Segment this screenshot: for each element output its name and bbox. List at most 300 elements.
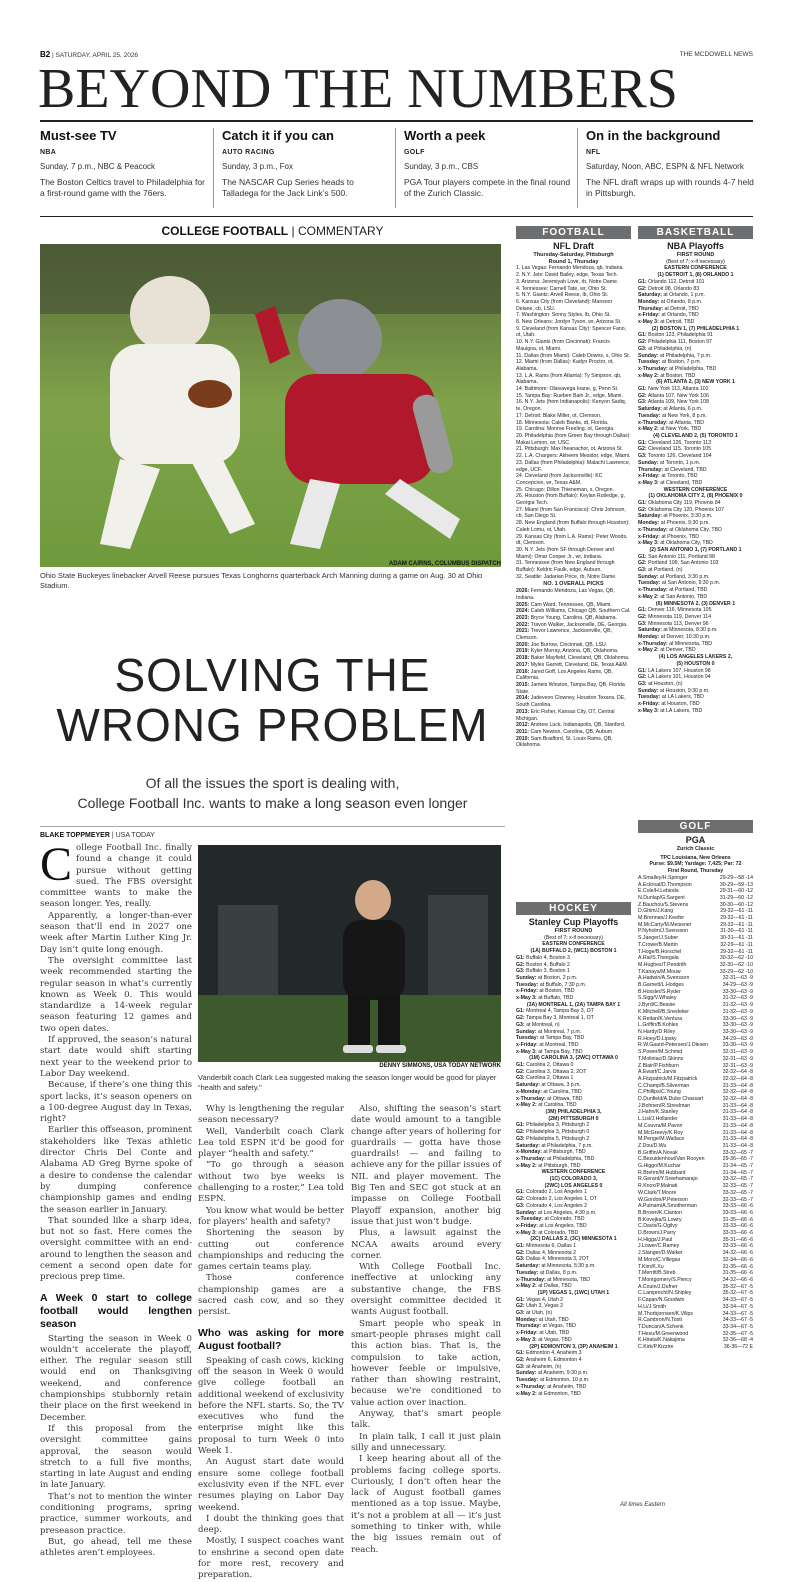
golf-team: T.Duncan/A.Schenk xyxy=(638,1323,684,1330)
overall-pick-detail: Myles Garrett, Cleveland, DE, Texas A&M. xyxy=(530,661,629,668)
golf-to-par: -9 xyxy=(748,982,753,989)
game-line xyxy=(638,426,753,433)
game-line xyxy=(638,399,753,406)
golf-row xyxy=(638,975,753,982)
golf-to-par: -9 xyxy=(748,995,753,1002)
game-label: G3: xyxy=(638,453,647,460)
game-label: x-May 3: xyxy=(516,1229,537,1236)
teaser-time: Sunday, 3 p.m., Fox xyxy=(222,162,293,171)
golf-row xyxy=(638,1136,753,1143)
game-line xyxy=(638,668,753,675)
game-label: x-May 2: xyxy=(638,647,659,654)
game-result: at Boston, 7 p.m. xyxy=(661,359,702,366)
golf-score: 35-32—67 xyxy=(722,1290,747,1297)
game-line xyxy=(516,1357,631,1364)
game-result: at Philadelphia, 7 p.m. xyxy=(541,1142,593,1149)
golf-team: P.Nyholm/J.Svensson xyxy=(638,928,689,935)
golf-row xyxy=(638,1036,753,1043)
draft-pick: 13. L.A. Rams (from Atlanta): Ty Simpson, qb, Alabama. xyxy=(516,372,622,386)
golf-score-group xyxy=(723,1223,753,1230)
golf-team: Z.Blair/P.Fishburn xyxy=(638,1062,679,1069)
golf-to-par: -8 xyxy=(748,1089,753,1096)
draft-pick: 23. Dallas (from Philadelphia): Malachi Lawrence, edge, UCF. xyxy=(516,459,631,473)
golf-score: 32-31—63 xyxy=(722,1062,747,1069)
golf-row xyxy=(638,922,753,929)
golf-row xyxy=(638,1049,753,1056)
game-label: Sunday: xyxy=(638,352,659,359)
game-label: G1: xyxy=(516,1062,525,1069)
game-line xyxy=(516,1283,631,1290)
game-result: at Dallas, TBD xyxy=(538,1283,572,1290)
game-result: Dallas 4, Minnesota 3, 2OT xyxy=(526,1256,589,1263)
golf-to-par: -8 xyxy=(748,1096,753,1103)
golf-score: 29-32—61 xyxy=(720,921,745,928)
game-label: x-May 3: xyxy=(638,479,659,486)
overall-pick-detail: Caleb Williams, Chicago QB, Southern Cal. xyxy=(530,608,631,615)
golf-score-group xyxy=(723,1290,753,1297)
article-paragraph: Smart people who speak in smart-people phrases might call this action bias. That is, the compulsion to take action, however feeble or impulsive, rather than showing restraint, because we’re conditioned to value action over inaction. xyxy=(351,1318,501,1408)
golf-team: J.Byrd/C.Beavie xyxy=(638,1002,676,1009)
photo-caption: Ohio State Buckeyes linebacker Arvell Reese pursues Texas Longhorns quarterback Arch Manning during a game on Aug. 30 at Ohio Stadium. xyxy=(40,571,483,590)
game-line xyxy=(516,1049,631,1056)
series-heading: (5) HOUSTON 0 xyxy=(676,660,715,667)
golf-score-group xyxy=(723,1036,753,1043)
golf-score: 30-32—62 xyxy=(719,955,745,962)
game-label: Saturday: xyxy=(516,1142,540,1149)
game-line xyxy=(516,1323,631,1330)
golf-team: W.Clark/T.Moore xyxy=(638,1189,677,1196)
golf-score-group xyxy=(723,1243,753,1250)
game-result: Oklahoma City 119, Phoenix 84 xyxy=(648,500,721,507)
overall-pick-row xyxy=(516,655,631,662)
draft-pick: 10. N.Y. Giants (from Cincinnati): Francis Mauigoa, ot, Miami. xyxy=(516,339,610,352)
golf-to-par: -7 xyxy=(748,1169,753,1176)
golf-team: J.Hahn/K.Stanley xyxy=(638,1109,679,1116)
game-result: at Denver, TBD xyxy=(660,647,696,654)
overall-pick-year: 2015: xyxy=(516,682,530,688)
game-label: G3: xyxy=(516,1135,525,1142)
game-label: x-May 3: xyxy=(516,995,537,1002)
golf-score-group xyxy=(723,1042,753,1049)
author-org: | USA TODAY xyxy=(109,832,155,839)
game-line xyxy=(638,513,753,520)
game-label: Monday: xyxy=(638,298,660,305)
times-note: All times Eastern xyxy=(620,1502,666,1508)
game-result: LA Lakers 101, Houston 94 xyxy=(648,674,711,681)
overall-pick-year: 2022: xyxy=(516,621,530,628)
golf-row xyxy=(638,1223,753,1230)
overall-pick-detail: Cam Newton, Carolina, QB, Auburn. xyxy=(530,728,614,735)
golf-team: D.Brown/J.Parry xyxy=(638,1230,676,1237)
draft-pick: 6. Kansas City (from Cleveland): Mansoor Delane, cb, LSU. xyxy=(516,298,613,312)
game-label: G2: xyxy=(638,613,647,620)
game-label: x-May 2: xyxy=(638,372,659,379)
overall-pick-row xyxy=(516,642,631,649)
overall-pick-detail: Fernando Mendoza, Las Vegas, QB, Indiana. xyxy=(516,588,615,601)
game-label: G3: xyxy=(638,399,647,406)
golf-score-group xyxy=(723,1304,753,1311)
golf-header: GOLF xyxy=(638,820,753,833)
overall-pick-row xyxy=(516,648,631,655)
overall-pick-detail: Cam Ward, Tennessee, QB, Miami. xyxy=(530,601,612,608)
game-line xyxy=(516,1223,631,1230)
golf-score: 33-34—67 xyxy=(722,1323,747,1330)
game-line xyxy=(516,1143,631,1150)
game-result: Boston 123, Philadelphia 91 xyxy=(648,332,713,339)
golf-team: C.Bezuidenhout/Van Rooyen xyxy=(638,1156,705,1163)
golf-team: L.Griffin/B.Kohles xyxy=(638,1022,679,1029)
game-result: at San Antonio, TBD xyxy=(660,593,708,600)
game-line xyxy=(516,1377,631,1384)
golf-score-group xyxy=(723,1076,753,1083)
agate-title: NBA Playoffs xyxy=(667,241,724,251)
golf-to-par: E xyxy=(749,1344,753,1351)
golf-to-par: -7 xyxy=(748,1163,753,1170)
game-label: Sunday: xyxy=(638,687,659,694)
basketball-agate xyxy=(638,226,753,816)
agate-title: Stanley Cup Playoffs xyxy=(528,917,619,927)
golf-row xyxy=(638,1109,753,1116)
game-line xyxy=(516,1384,631,1391)
golf-to-par: -7 xyxy=(748,1189,753,1196)
teaser-sport: NFL xyxy=(586,149,601,156)
golf-score: 34-29—63 xyxy=(722,982,747,989)
overall-pick-row xyxy=(516,588,631,601)
golf-team: J.Lower/C.Ramey xyxy=(638,1243,680,1250)
game-result: Edmonton 4, Anaheim 3 xyxy=(526,1350,582,1357)
overall-pick-detail: Andrew Luck, Indianapolis, QB, Stanford. xyxy=(530,722,626,729)
golf-row xyxy=(638,875,753,882)
golf-score: 31-32—63 xyxy=(722,1002,747,1009)
series-heading: (1A) BUFFALO 2, (WC1) BOSTON 1 xyxy=(530,948,617,955)
golf-to-par: -8 xyxy=(748,1116,753,1123)
golf-team: M.McGreevy/K.Roy xyxy=(638,1129,683,1136)
game-label: G3: xyxy=(638,620,647,627)
game-label: G1: xyxy=(638,667,647,674)
golf-score: 31-33—64 xyxy=(722,1082,747,1089)
golf-team: A.Rai/S.Theegala xyxy=(638,955,679,962)
game-line xyxy=(638,406,753,413)
game-label: x-May 2: xyxy=(638,426,659,433)
game-result: at Utah, TBD xyxy=(538,1316,569,1323)
game-line xyxy=(516,1102,631,1109)
game-label: x-Thursday: xyxy=(516,1276,546,1283)
overall-pick-row xyxy=(516,602,631,609)
game-result: at Utah, TBD xyxy=(539,1330,570,1337)
golf-agate xyxy=(638,820,753,1502)
overall-pick-row xyxy=(516,662,631,669)
golf-to-par: -8 xyxy=(748,1075,753,1082)
game-label: G2: xyxy=(516,1249,525,1256)
game-line xyxy=(516,1303,631,1310)
golf-to-par: -4 xyxy=(748,1337,753,1344)
game-line xyxy=(638,373,753,380)
golf-score: 32-32—64 xyxy=(722,1089,747,1096)
game-result: at Anaheim, TBD xyxy=(547,1383,587,1390)
game-result: at Los Angeles, 4:30 p.m. xyxy=(537,1209,597,1216)
game-line xyxy=(638,306,753,313)
golf-score: 31-33—64 xyxy=(722,1129,747,1136)
golf-score: 33-33—66 xyxy=(722,1243,747,1250)
section-kind: COMMENTARY xyxy=(297,224,384,238)
golf-row xyxy=(638,1170,753,1177)
golf-to-par: -5 xyxy=(748,1310,753,1317)
article-paragraph: With College Football Inc. ineffective at unlocking any substantive change, the FBS oversight committee decided it wants August football. xyxy=(351,1262,501,1318)
game-result: at Montreal, 7 p.m. xyxy=(537,1028,582,1035)
game-label: Saturday: xyxy=(516,1263,540,1270)
draft-pick: 8. New Orleans: Jordyn Tyson, wr, Arizona St. xyxy=(516,319,622,326)
game-label: x-Thursday: xyxy=(516,1383,546,1390)
agate-subtitle: Round 1, Thursday xyxy=(548,258,599,265)
newspaper-name: THE MCDOWELL NEWS xyxy=(679,51,753,58)
golf-team: C.Lamprecht/N.Shipley xyxy=(638,1290,692,1297)
golf-team: R.W.Gaard-Petersen/J.Olesen xyxy=(638,1042,709,1049)
game-label: Saturday: xyxy=(638,627,662,634)
overall-pick-row xyxy=(516,736,631,749)
golf-score-group xyxy=(723,1190,753,1197)
series-heading: (2M) PITTSBURGH 0 xyxy=(548,1115,599,1122)
golf-row xyxy=(638,1002,753,1009)
golf-team: A.Smalley/H.Springer xyxy=(638,874,688,881)
golf-score-group xyxy=(723,1150,753,1157)
golf-score: 29-36—65 xyxy=(722,1156,747,1163)
game-result: Tampa Bay 3, Montreal 1, OT xyxy=(526,1015,594,1022)
game-result: at Detroit, TBD xyxy=(664,305,699,312)
game-line xyxy=(638,460,753,467)
teaser-time: Sunday, 3 p.m., CBS xyxy=(404,162,479,171)
game-label: Tuesday: xyxy=(516,981,539,988)
game-result: at Philadelphia, (n) xyxy=(648,345,692,352)
golf-team: B.Kovejka/S.Lowry xyxy=(638,1216,682,1223)
golf-score: 34-29—63 xyxy=(722,1035,747,1042)
article-paragraph: I keep hearing about all of the problems facing college sports. Curiously, I don’t often hear the lack of August football games mentioned as a top issue. Maybe, it’s not a problem at all — it’s just something to tinker with, while the big issues remain out of reach. xyxy=(351,1454,501,1555)
game-label: G3: xyxy=(516,1021,525,1028)
article-paragraph: If this proposal from the oversight committee gains approval, the season would stretch to a full five months, starting in late August and ending in late January. xyxy=(40,1423,192,1491)
game-label: Monday: xyxy=(638,520,660,527)
golf-row xyxy=(638,915,753,922)
golf-score: 33-30—63 xyxy=(722,1015,747,1022)
game-result: at Oklahoma City, TBD xyxy=(669,526,722,533)
golf-to-par: -6 xyxy=(748,1250,753,1257)
golf-score-group xyxy=(720,882,753,889)
teaser-must-see-tv xyxy=(40,128,210,199)
golf-score-group xyxy=(723,1337,753,1344)
golf-row xyxy=(638,1197,753,1204)
game-result: at Carolina, TBD xyxy=(543,1088,582,1095)
drop-cap: C xyxy=(40,838,73,891)
overall-pick-row xyxy=(516,615,631,622)
golf-row xyxy=(638,1069,753,1076)
golf-team: H.Li/J.Smith xyxy=(638,1303,666,1310)
golf-team: A.Ewart/C.Jarvis xyxy=(638,1069,677,1076)
golf-to-par: -5 xyxy=(748,1283,753,1290)
golf-row xyxy=(638,949,753,956)
overall-pick-row xyxy=(516,682,631,695)
game-line xyxy=(516,1136,631,1143)
golf-to-par: -11 xyxy=(745,948,753,955)
series-heading: (2) SAN ANTONIO 1, (7) PORTLAND 1 xyxy=(649,546,742,553)
game-label: G3: xyxy=(638,567,647,574)
golf-team: B.Garnett/L.Hodges xyxy=(638,982,684,989)
golf-row xyxy=(638,955,753,962)
article-paragraph: Mostly, I suspect coaches want to enshrine a second open date for more rest, recovery and preparation. xyxy=(198,1536,344,1581)
football-header: FOOTBALL xyxy=(516,226,631,239)
game-result: Philadelphia 5, Pittsburgh 2 xyxy=(526,1135,590,1142)
game-label: x-May 3: xyxy=(516,1336,537,1343)
deck-rule xyxy=(40,826,505,827)
golf-to-par: -5 xyxy=(748,1323,753,1330)
game-label: x-Friday: xyxy=(638,533,660,540)
page-title: BEYOND THE NUMBERS xyxy=(38,58,678,120)
game-label: Sunday: xyxy=(516,1370,537,1377)
game-label: Tuesday: xyxy=(516,1035,539,1042)
draft-pick: 32. Seattle: Jadarian Price, rb, Notre Dame. xyxy=(516,573,617,580)
game-label: G2: xyxy=(638,339,647,346)
overall-pick-year: 2024: xyxy=(516,608,530,615)
game-label: Thursday: xyxy=(638,305,664,312)
golf-score: 30-30—60 xyxy=(719,901,745,908)
game-result: at Atlanta, TBD xyxy=(669,419,704,426)
golf-score: 31-33—64 xyxy=(722,1142,747,1149)
game-line xyxy=(638,587,753,594)
draft-pick: 31. Tennessee (from New England through Buffalo): Keldric Faulk, edge, Auburn. xyxy=(516,560,615,574)
game-line xyxy=(638,453,753,460)
game-line xyxy=(516,1330,631,1337)
game-result: at Minnesota, TBD xyxy=(547,1276,591,1283)
teaser-divider xyxy=(395,128,396,208)
game-result: at Ottawa, TBD xyxy=(547,1095,583,1102)
golf-row xyxy=(638,1284,753,1291)
game-result: Philadelphia 3, Pittsburgh 0 xyxy=(526,1129,590,1136)
game-line xyxy=(516,1210,631,1217)
overall-pick-year: 2021: xyxy=(516,628,530,635)
game-line xyxy=(516,1122,631,1129)
golf-row xyxy=(638,1143,753,1150)
golf-team: K.Hirata/K.Nakajima xyxy=(638,1337,685,1344)
draft-pick: 19. Carolina: Monroe Freeling, ot, Georgia. xyxy=(516,426,615,433)
game-label: G2: xyxy=(516,1129,525,1136)
deck-line-2: College Football Inc. wants to make a long season even longer xyxy=(77,795,468,811)
golf-team: T.Moliniac/D.Skinns xyxy=(638,1055,684,1062)
game-result: Colorado 2, Los Angeles 1, OT xyxy=(526,1196,598,1203)
golf-score-group xyxy=(720,935,753,942)
golf-score-group xyxy=(723,1311,753,1318)
teaser-heading: Worth a peek xyxy=(404,128,486,143)
golf-score-group xyxy=(723,1183,753,1190)
golf-score: 31-35—66 xyxy=(722,1270,747,1277)
game-label: G2: xyxy=(516,1357,525,1363)
golf-to-par: -9 xyxy=(748,1008,753,1015)
golf-score-group xyxy=(723,1089,753,1096)
golf-team: A.Couin/J.Dufner xyxy=(638,1283,678,1290)
game-line xyxy=(638,420,753,427)
article-paragraph: Speaking of cash cows, kicking off the season in Week 0 would give college football an additional weekend of exclusivity before the NFL starts. So, the TV executives who fund the enterprise might like this proposal to turn Week 0 into Week 1. xyxy=(198,1355,344,1457)
football-agate xyxy=(516,226,631,896)
golf-score-group xyxy=(720,895,753,902)
teaser-background xyxy=(586,128,754,199)
game-line xyxy=(638,634,753,641)
game-line xyxy=(516,1391,631,1398)
game-result: Minnesota 119, Denver 114 xyxy=(648,613,712,620)
game-line xyxy=(638,701,753,708)
golf-team: T.Merritt/B.Streb xyxy=(638,1270,676,1277)
game-label: x-Thursday: xyxy=(638,526,668,533)
game-line xyxy=(516,1163,631,1170)
golf-to-par: -11 xyxy=(745,921,753,928)
series-heading: (6) ATLANTA 2, (3) NEW YORK 1 xyxy=(656,379,735,386)
game-label: G2: xyxy=(516,1303,525,1310)
game-result: Oklahoma City 120, Phoenix 107 xyxy=(648,506,724,513)
game-line xyxy=(638,507,753,514)
golf-team: M.Thorbjornsen/K.Vilips xyxy=(638,1310,693,1317)
game-label: G3: xyxy=(516,1075,525,1082)
game-label: x-Thursday: xyxy=(638,640,668,647)
game-label: Saturday: xyxy=(638,406,662,413)
series-heading: (2C) DALLAS 2, (3C) MINNESOTA 1 xyxy=(530,1236,617,1243)
game-result: at Portland, 3:30 p.m. xyxy=(659,573,710,580)
title-rule xyxy=(40,120,753,122)
game-line xyxy=(638,359,753,366)
game-result: at Colorado, TBD xyxy=(538,1229,579,1236)
game-line xyxy=(516,1337,631,1344)
golf-score: 33-33—66 xyxy=(722,1203,747,1210)
game-label: x-May 2: xyxy=(516,1390,537,1397)
article-paragraph: But, go ahead, tell me these athletes aren’t employees. xyxy=(40,1536,192,1559)
golf-score-group xyxy=(723,1063,753,1070)
golf-score: 34-32—66 xyxy=(722,1277,747,1283)
golf-row xyxy=(638,1250,753,1257)
game-line xyxy=(638,446,753,453)
game-line xyxy=(516,968,631,975)
golf-score: 32-33—65 xyxy=(722,1183,747,1190)
game-line xyxy=(516,1042,631,1049)
overall-pick-year: 2023: xyxy=(516,614,530,621)
golf-team: B.Griffin/A.Novak xyxy=(638,1149,678,1156)
game-result: Atlanta 109, New York 108 xyxy=(647,399,709,406)
golf-to-par: -9 xyxy=(748,988,753,995)
golf-score-group xyxy=(720,955,753,962)
golf-team: N.Dunlap/G.Sargent xyxy=(638,894,685,901)
golf-score-group xyxy=(723,1116,753,1123)
overall-pick-year: 2011: xyxy=(516,728,529,735)
teaser-time: Sunday, 7 p.m., NBC & Peacock xyxy=(40,162,156,171)
overall-pick-row xyxy=(516,722,631,729)
golf-score-group xyxy=(723,1022,753,1029)
game-label: x-Friday: xyxy=(516,988,538,995)
game-line xyxy=(638,560,753,567)
draft-pick: 20. Philadelphia (from Green Bay through Dallas): Makai Lemon, wr, USC. xyxy=(516,432,631,446)
article-column-2 xyxy=(198,1104,344,1581)
golf-row xyxy=(638,1331,753,1338)
golf-to-par: -6 xyxy=(748,1216,753,1223)
golf-score-group xyxy=(723,1217,753,1224)
golf-row xyxy=(638,1009,753,1016)
game-line xyxy=(516,1015,631,1022)
draft-pick: 2. N.Y. Jets: David Bailey, edge, Texas Tech. xyxy=(516,272,618,279)
golf-to-par: -10 xyxy=(745,955,753,962)
golf-row xyxy=(638,1176,753,1183)
game-result: at Cleveland, TBD xyxy=(660,479,703,486)
series-heading: (4) CLEVELAND 2, (5) TORONTO 1 xyxy=(653,432,738,439)
overall-picks-list xyxy=(516,588,631,749)
game-label: Tuesday: xyxy=(638,694,661,701)
golf-score-group xyxy=(720,888,753,895)
golf-to-par: -13 xyxy=(745,881,753,888)
golf-score: 35-31—66 xyxy=(722,1236,747,1243)
golf-score-group xyxy=(723,1156,753,1163)
golf-score: 31-34—65 xyxy=(722,1163,747,1170)
golf-venue: TPC Louisiana, New Orleans xyxy=(660,854,731,861)
